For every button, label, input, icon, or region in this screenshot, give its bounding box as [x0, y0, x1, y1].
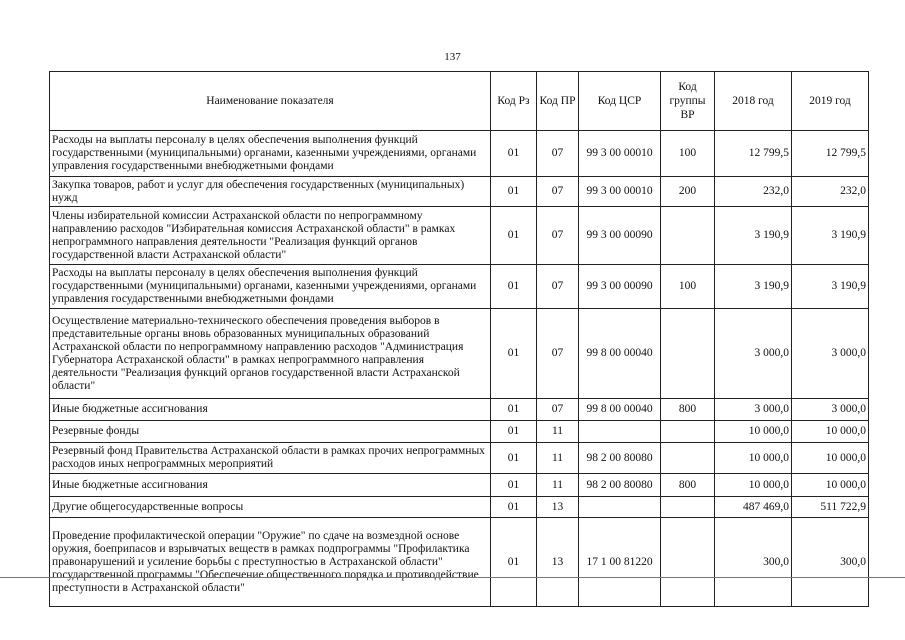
row-2018: 10 000,0 — [715, 421, 792, 443]
row-pr: 07 — [537, 309, 579, 399]
row-rz: 01 — [491, 309, 537, 399]
row-2018: 300,0 — [715, 518, 792, 607]
row-vr: 100 — [661, 131, 715, 177]
row-csr — [579, 421, 661, 443]
row-2018: 3 000,0 — [715, 309, 792, 399]
row-2019: 12 799,5 — [792, 131, 869, 177]
row-2019: 3 190,9 — [792, 207, 869, 265]
row-csr: 17 1 00 81220 — [579, 518, 661, 607]
row-2018: 10 000,0 — [715, 443, 792, 474]
row-pr: 07 — [537, 207, 579, 265]
row-name: Осуществление материально-технического обеспечения проведения выборов в представительные органы вновь образованных муниципальных образований Астраханской области по непрограммному направлению расходов "Администрация Губернатора Астраханской области" в рамках непрограммного направления деятельности "Реализация функций органов государственной власти Астраханской области" — [50, 309, 491, 399]
row-name: Резервные фонды — [50, 421, 491, 443]
row-name: Другие общегосударственные вопросы — [50, 497, 491, 518]
row-vr — [661, 421, 715, 443]
row-rz: 01 — [491, 399, 537, 421]
row-csr: 99 8 00 00040 — [579, 309, 661, 399]
row-2019: 3 000,0 — [792, 399, 869, 421]
row-2018: 487 469,0 — [715, 497, 792, 518]
row-2019: 511 722,9 — [792, 497, 869, 518]
row-csr: 99 3 00 00010 — [579, 177, 661, 207]
row-name: Иные бюджетные ассигнования — [50, 399, 491, 421]
row-pr: 07 — [537, 399, 579, 421]
table-row — [50, 497, 869, 518]
row-name: Иные бюджетные ассигнования — [50, 474, 491, 497]
header-2019: 2019 год — [792, 72, 869, 131]
row-name: Резервный фонд Правительства Астраханской области в рамках прочих непрограммных расходов иных непрограммных мероприятий — [50, 443, 491, 474]
row-csr: 98 2 00 80080 — [579, 474, 661, 497]
row-pr: 07 — [537, 131, 579, 177]
row-csr: 99 3 00 00010 — [579, 131, 661, 177]
row-rz: 01 — [491, 177, 537, 207]
budget-table — [49, 71, 869, 607]
table-row — [50, 265, 869, 309]
row-rz: 01 — [491, 518, 537, 607]
page-cut-line — [0, 577, 905, 578]
row-vr — [661, 518, 715, 607]
row-2019: 10 000,0 — [792, 443, 869, 474]
table-row — [50, 474, 869, 497]
row-pr: 11 — [537, 443, 579, 474]
header-rz: Код Рз — [491, 72, 537, 131]
header-name: Наименование показателя — [50, 72, 491, 131]
row-2018: 12 799,5 — [715, 131, 792, 177]
row-name: Расходы на выплаты персоналу в целях обеспечения выполнения функций государственными (муниципальными) органами, казенными учреждениями, органами управления государственными внебюджетными фондами — [50, 131, 491, 177]
table-row — [50, 131, 869, 177]
header-pr: Код ПР — [537, 72, 579, 131]
table-row — [50, 309, 869, 399]
row-rz: 01 — [491, 207, 537, 265]
row-2018: 3 190,9 — [715, 265, 792, 309]
table-row — [50, 207, 869, 265]
table-row — [50, 421, 869, 443]
row-2019: 232,0 — [792, 177, 869, 207]
row-vr: 800 — [661, 399, 715, 421]
row-vr — [661, 207, 715, 265]
row-vr — [661, 497, 715, 518]
row-rz: 01 — [491, 421, 537, 443]
row-pr: 11 — [537, 421, 579, 443]
row-rz: 01 — [491, 443, 537, 474]
row-pr: 07 — [537, 265, 579, 309]
row-csr: 99 8 00 00040 — [579, 399, 661, 421]
row-csr — [579, 497, 661, 518]
row-name: Расходы на выплаты персоналу в целях обеспечения выполнения функций государственными (муниципальными) органами, казенными учреждениями, органами управления государственными внебюджетными фондами — [50, 265, 491, 309]
row-vr — [661, 443, 715, 474]
row-pr: 13 — [537, 518, 579, 607]
table-row — [50, 518, 869, 607]
row-2019: 10 000,0 — [792, 474, 869, 497]
row-2019: 3 000,0 — [792, 309, 869, 399]
row-vr: 100 — [661, 265, 715, 309]
row-2018: 3 190,9 — [715, 207, 792, 265]
row-name: Проведение профилактической операции "Оружие" по сдаче на возмездной основе оружия, боеприпасов и взрывчатых веществ в рамках подпрограммы "Профилактика правонарушений и усиление борьбы с преступностью в Астраханской области" государственной программы "Обеспечение общественного порядка и противодействие преступности в Астраханской области" — [50, 518, 491, 607]
row-rz: 01 — [491, 474, 537, 497]
table-row — [50, 399, 869, 421]
table-header-row — [50, 72, 869, 131]
row-vr: 200 — [661, 177, 715, 207]
table-row — [50, 443, 869, 474]
row-pr: 07 — [537, 177, 579, 207]
row-2019: 300,0 — [792, 518, 869, 607]
row-rz: 01 — [491, 265, 537, 309]
header-2018: 2018 год — [715, 72, 792, 131]
header-csr: Код ЦСР — [579, 72, 661, 131]
row-pr: 13 — [537, 497, 579, 518]
row-csr: 98 2 00 80080 — [579, 443, 661, 474]
row-name: Члены избирательной комиссии Астраханской области по непрограммному направлению расходов "Избирательная комиссия Астраханской области" в рамках непрограммного направления деятельности "Реализация функций органов государственной власти Астраханской области" — [50, 207, 491, 265]
row-2019: 3 190,9 — [792, 265, 869, 309]
row-vr: 800 — [661, 474, 715, 497]
row-csr: 99 3 00 00090 — [579, 265, 661, 309]
row-2018: 10 000,0 — [715, 474, 792, 497]
header-vr: Код группы ВР — [661, 72, 715, 131]
page-number: 137 — [444, 51, 461, 63]
row-2018: 232,0 — [715, 177, 792, 207]
row-pr: 11 — [537, 474, 579, 497]
row-csr: 99 3 00 00090 — [579, 207, 661, 265]
table-row — [50, 177, 869, 207]
row-2019: 10 000,0 — [792, 421, 869, 443]
row-rz: 01 — [491, 497, 537, 518]
row-name: Закупка товаров, работ и услуг для обеспечения государственных (муниципальных) нужд — [50, 177, 491, 207]
row-vr — [661, 309, 715, 399]
row-2018: 3 000,0 — [715, 399, 792, 421]
row-rz: 01 — [491, 131, 537, 177]
